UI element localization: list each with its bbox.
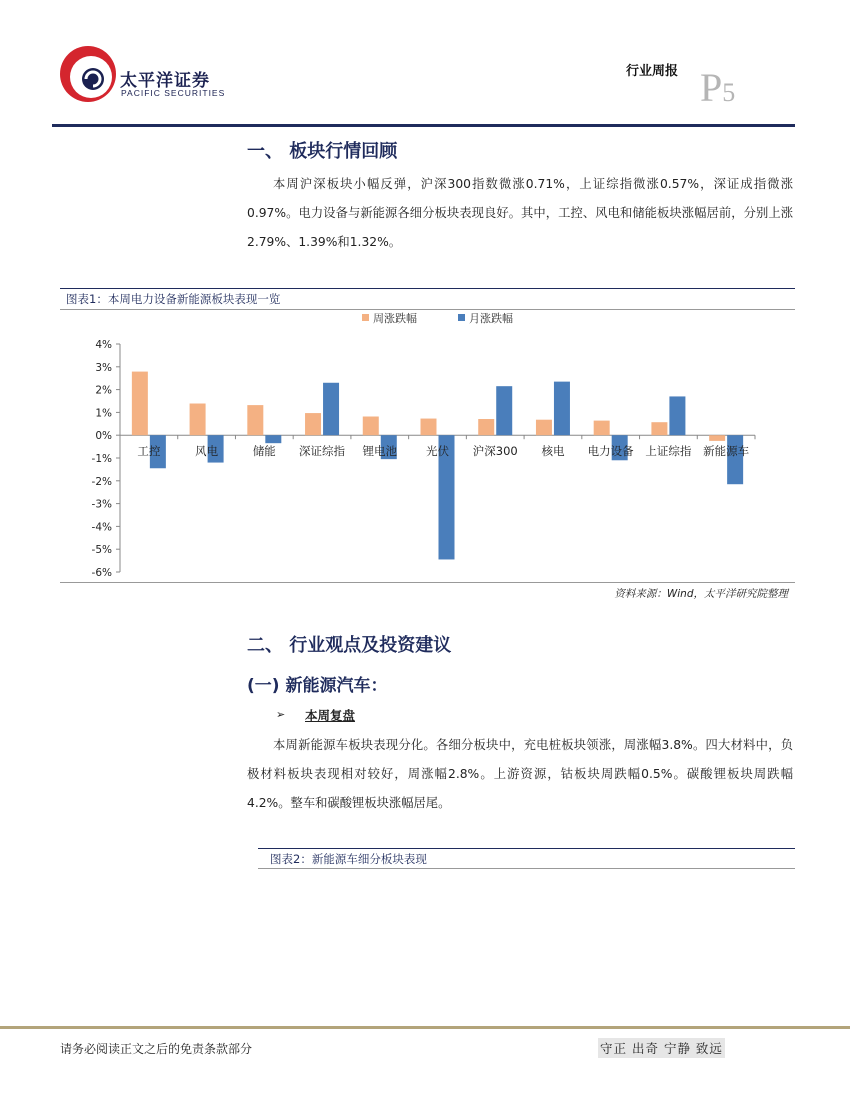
chart-legend: [362, 311, 513, 325]
y-tick-label: 1%: [95, 407, 112, 420]
footer-motto: 守正 出奇 宁静 致远: [598, 1038, 725, 1058]
x-category-label: 沪深300: [472, 444, 518, 459]
x-category-label: 深证综指: [299, 444, 346, 459]
y-tick-label: -1%: [91, 453, 112, 465]
bar-monthly-10: [669, 396, 685, 435]
footer-divider: [0, 1026, 850, 1029]
bar-weekly-10: [651, 422, 667, 435]
bar-monthly-4: [323, 383, 339, 435]
figure2-top-rule: [258, 848, 795, 849]
report-type: 行业周报: [626, 64, 679, 79]
section1-paragraph: 本周沪深板块小幅反弹，沪深300指数微涨0.71%，上证综指微涨0.57%，深证成指微涨0.97%。电力设备与新能源各细分板块表现良好。其中，工控、风电和储能板块涨幅居前，分别上涨2.79%、1.39%和1.32%。: [247, 177, 793, 249]
x-category-label: 核电: [541, 444, 565, 459]
legend-swatch-1: [362, 314, 369, 321]
y-tick-label: 2%: [95, 384, 112, 397]
bar-weekly-2: [190, 404, 206, 436]
x-category-label: 新能源车: [703, 444, 750, 459]
y-tick-label: -2%: [91, 475, 112, 488]
y-tick-label: -4%: [91, 521, 112, 534]
legend-swatch-2: [458, 314, 465, 321]
bar-weekly-5: [363, 417, 379, 436]
x-category-label: 锂电池: [362, 444, 398, 459]
y-tick-label: 0%: [95, 430, 112, 443]
bar-weekly-9: [594, 421, 610, 436]
figure1-caption: 图表1：本周电力设备新能源板块表现一览: [66, 292, 281, 306]
bar-monthly-3: [265, 435, 281, 443]
company-logo-icon: [58, 44, 118, 104]
section2-subtitle: (一) 新能源汽车：: [247, 676, 388, 696]
header-divider: [52, 124, 795, 127]
y-tick-label: -3%: [91, 498, 112, 511]
bar-monthly-8: [554, 382, 570, 436]
y-tick-label: -5%: [91, 544, 112, 557]
bar-monthly-11: [727, 435, 743, 484]
y-tick-label: -6%: [91, 567, 112, 579]
bar-weekly-11: [709, 435, 725, 441]
page-letter: P: [700, 65, 723, 110]
x-category-label: 上证综指: [645, 444, 692, 459]
bar-weekly-4: [305, 413, 321, 435]
figure2-caption-rule: [258, 868, 795, 869]
bullet-arrow-icon: ➢: [276, 708, 286, 721]
bar-weekly-1: [132, 372, 148, 436]
figure1-source: 资料来源：Wind，太平洋研究院整理: [614, 588, 788, 600]
brand-name-cn: 太平洋证券: [120, 71, 210, 91]
footer-disclaimer: 请务必阅读正文之后的免责条款部分: [60, 1042, 253, 1056]
figure2-caption: 图表2：新能源车细分板块表现: [270, 852, 427, 866]
page-number: [700, 64, 735, 111]
figure1-bottom-rule: [60, 582, 795, 583]
bar-weekly-8: [536, 420, 552, 436]
page-digit: 5: [722, 78, 736, 107]
legend-label-1: 周涨跌幅: [373, 312, 417, 325]
figure1-top-rule: [60, 288, 795, 289]
figure1-bar-chart: [60, 310, 795, 585]
section2-title: 二、 行业观点及投资建议: [247, 635, 452, 656]
bar-monthly-7: [496, 386, 512, 435]
bar-weekly-3: [247, 405, 263, 435]
x-category-label: 风电: [195, 444, 219, 459]
legend-label-2: 月涨跌幅: [469, 312, 513, 325]
bar-weekly-7: [478, 419, 494, 435]
y-tick-label: 3%: [95, 361, 112, 374]
y-tick-label: 4%: [95, 339, 112, 351]
bullet-label: 本周复盘: [305, 708, 356, 723]
x-category-label: 储能: [252, 444, 276, 459]
section1-title: 一、 板块行情回顾: [247, 141, 398, 162]
bar-weekly-6: [421, 419, 437, 436]
brand-name-en: PACIFIC SECURITIES: [121, 88, 226, 98]
x-category-label: 工控: [137, 444, 161, 459]
x-category-label: 电力设备: [587, 444, 634, 459]
section2-paragraph: 本周新能源车板块表现分化。各细分板块中，充电桩板块领涨，周涨幅3.8%。四大材料中，负极材料板块表现相对较好，周涨幅2.8%。上游资源，钴板块周跌幅0.5%。碳酸锂板块周跌幅4.2%。整车和碳酸锂板块涨幅居尾。: [247, 738, 793, 810]
x-category-label: 光伏: [426, 444, 449, 459]
